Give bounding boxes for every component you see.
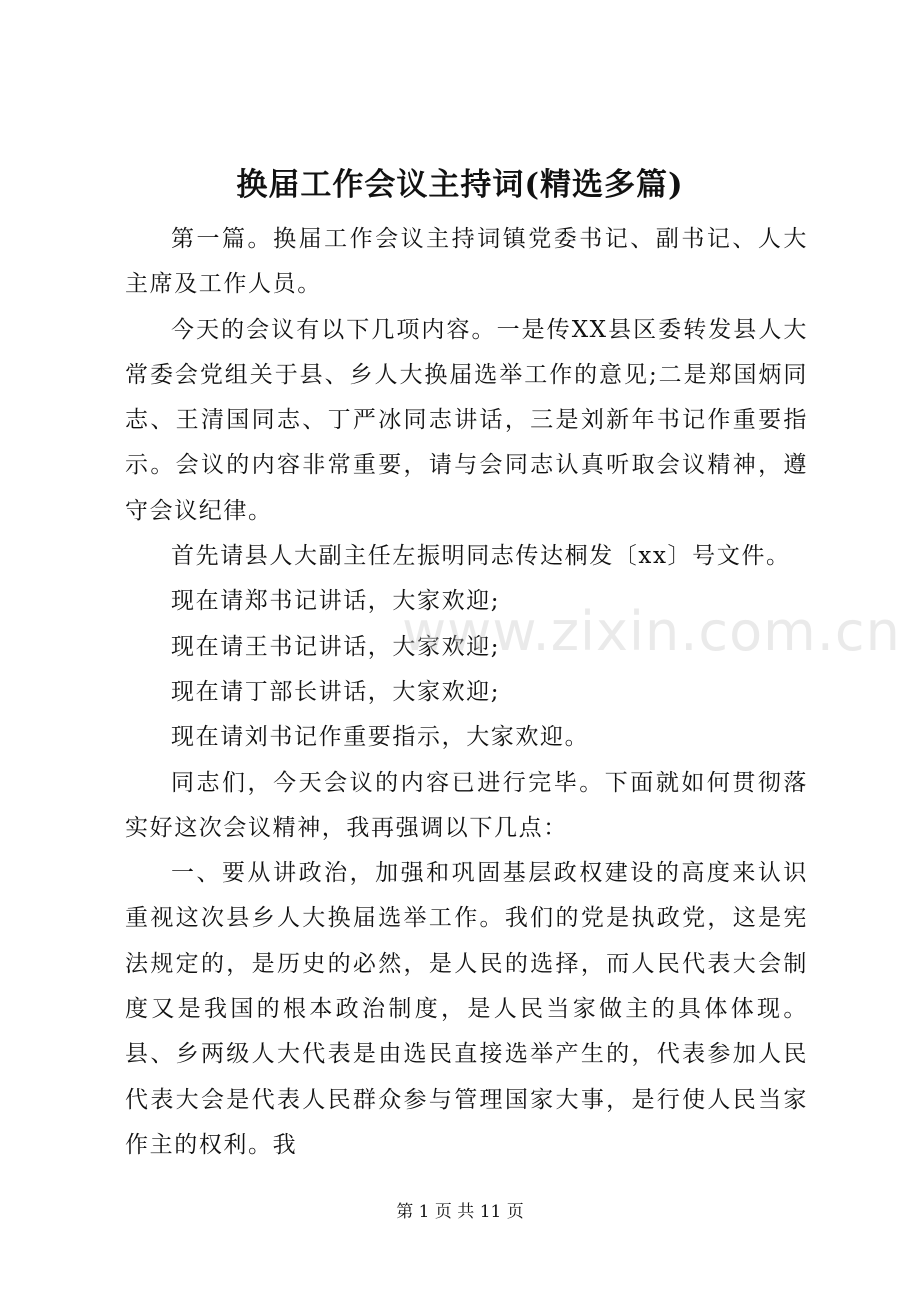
watermark: www.zixin.com.cn — [402, 600, 901, 663]
paragraph-5: 现在请王书记讲话，大家欢迎; — [171, 633, 501, 660]
paragraph-3: 首先请县人大副主任左振明同志传达桐发〔xx〕号文件。 — [171, 543, 791, 570]
paragraph-6: 现在请丁部长讲话，大家欢迎; — [171, 678, 501, 705]
page-footer: 第 1 页 共 11 页 — [396, 1202, 524, 1222]
paragraph-9: 一、要从讲政治，加强和巩固基层政权建设的高度来认识重视这次县乡人大换届选举工作。我们的党是执政党，这是宪法规定的，是历史的必然，是人民的选择，而人民代表大会制度又是我国的根本政治制度，是人民当家做主的具体体现。县、乡两级人大代表是由选民直接选举产生的，代表参加人民代表大会是代表人民群众参与管理国家大事，是行使人民当家作主的权利。我 — [125, 860, 808, 1158]
document-body — [125, 217, 808, 1168]
paragraph-7: 现在请刘书记作重要指示，大家欢迎。 — [171, 724, 590, 751]
paragraph-4: 现在请郑书记讲话，大家欢迎; — [171, 588, 501, 615]
paragraph-2: 今天的会议有以下几项内容。一是传XX县区委转发县人大常委会党组关于县、乡人大换届选举工作的意见;二是郑国炳同志、王清国同志、丁严冰同志讲话，三是刘新年书记作重要指示。会议的内容非常重要，请与会同志认真听取会议精神，遵守会议纪律。 — [125, 316, 808, 524]
paragraph-8: 同志们，今天会议的内容已进行完毕。下面就如何贯彻落实好这次会议精神，我再强调以下几点： — [125, 769, 808, 841]
document-title: 换届工作会议主持词(精选多篇) — [236, 167, 684, 203]
paragraph-1: 第一篇。换届工作会议主持词镇党委书记、副书记、人大主席及工作人员。 — [125, 226, 808, 298]
